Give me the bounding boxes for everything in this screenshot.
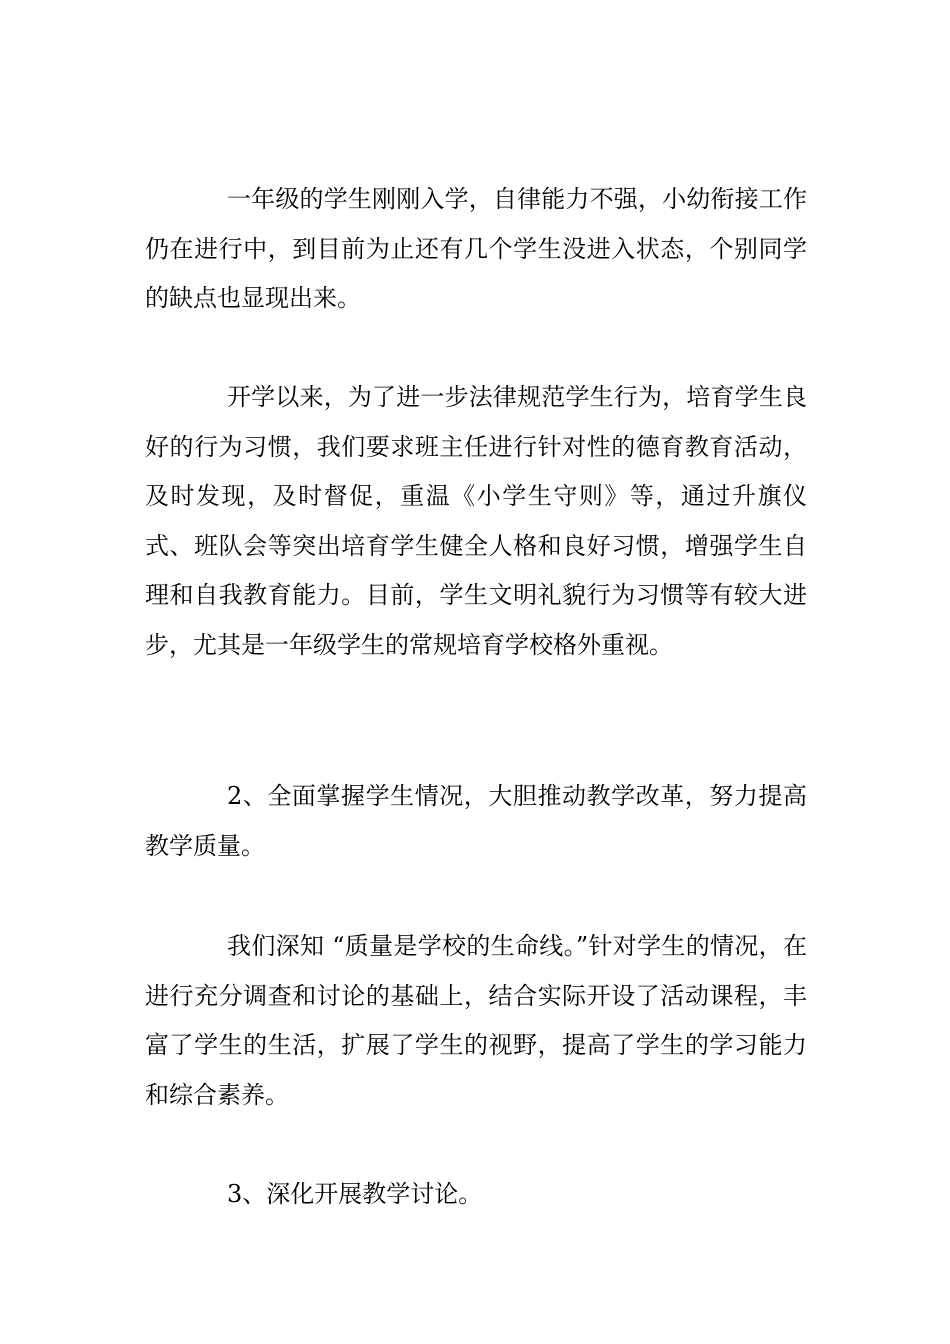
paragraph-first-grade-students: 一年级的学生刚刚入学，自律能力不强，小幼衔接工作仍在进行中，到目前为止还有几个学生没进入状态，个别同学的缺点也显现出来。 <box>145 185 807 312</box>
paragraph-quality-lifeline: 我们深知 “质量是学校的生命线。”针对学生的情况，在进行充分调查和讨论的基础上，结合实际开设了活动课程，丰富了学生的生活，扩展了学生的视野，提高了学生的学习能力和综合素养。 <box>145 932 807 1109</box>
paragraph-heading-teaching-research: 3、深化开展教学讨论。 <box>227 1180 483 1208</box>
paragraph-behavior-habits: 开学以来，为了进一步法律规范学生行为，培育学生良好的行为习惯，我们要求班主任进行针对性的德育教育活动，及时发现，及时督促，重温《小学生守则》等，通过升旗仪式、班队会等突出培育学生健全人格和良好习惯，增强学生自理和自我教育能力。目前，学生文明礼貌行为习惯等有较大进步，尤其是一年级学生的常规培育学校格外重视。 <box>145 383 807 659</box>
paragraph-heading-teaching-quality: 2、全面掌握学生情况，大胆推动教学改革，努力提高教学质量。 <box>145 782 807 860</box>
